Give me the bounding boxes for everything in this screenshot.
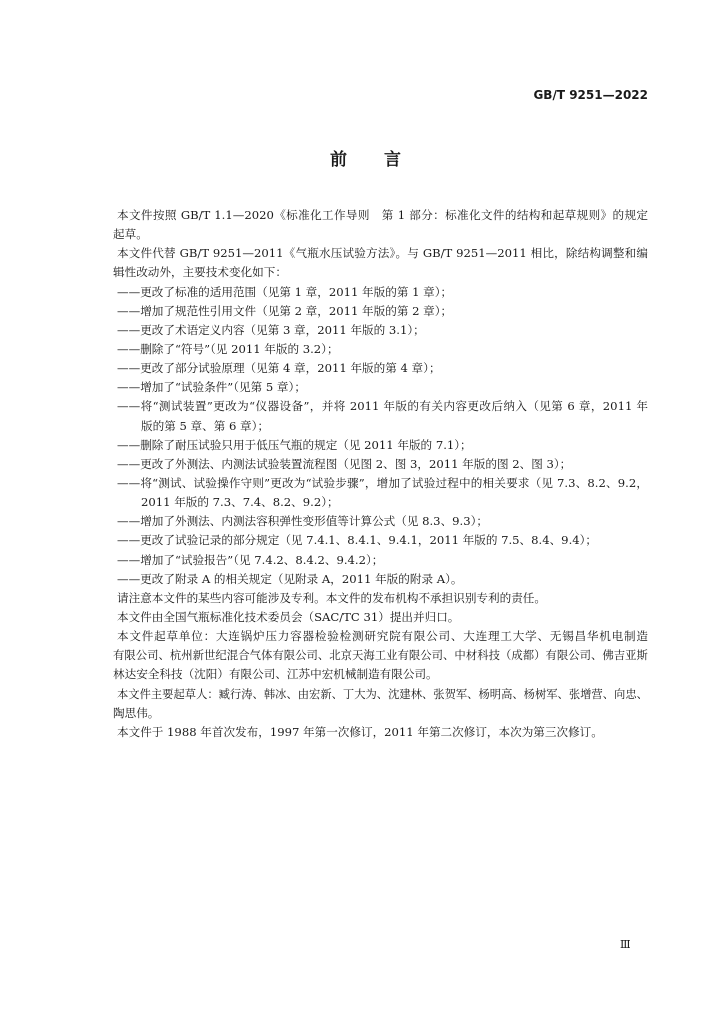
paragraph-line: 林达安全科技（沈阳）有限公司、江苏中宏机械制造有限公司。 — [113, 667, 438, 682]
paragraph-line: 有限公司、杭州新世纪混合气体有限公司、北京天海工业有限公司、中材科技（成都）有限公司、佛吉亚斯 — [113, 648, 648, 663]
page-number: Ⅲ — [620, 938, 631, 951]
change-item-line: ——增加了规范性引用文件（见第 2 章，2011 年版的第 2 章）； — [117, 303, 453, 318]
paragraph-line: 本文件主要起草人：臧行涛、韩冰、由宏新、丁大为、沈建林、张贺军、杨明高、杨树军、张增营、向忠、 — [117, 686, 648, 701]
change-item-line: ——增加了“试验报告”（见 7.4.2、8.4.2、9.4.2）； — [117, 552, 384, 567]
change-item-line: ——更改了附录 A 的相关规定（见附录 A，2011 年版的附录 A）。 — [117, 571, 463, 586]
change-item — [0, 359, 724, 378]
change-item — [0, 570, 724, 589]
drafting-organizations-paragraph — [0, 627, 724, 684]
section-title: 前 言 — [330, 150, 402, 170]
standard-number: GB/T 9251—2022 — [533, 88, 648, 102]
change-item-line: 版的第 5 章、第 6 章）； — [141, 418, 270, 433]
change-item — [0, 436, 724, 455]
change-item — [0, 340, 724, 359]
change-item-line: ——更改了标准的适用范围（见第 1 章，2011 年版的第 1 章）； — [117, 284, 453, 299]
change-item — [0, 512, 724, 531]
paragraph-line: 本文件于 1988 年首次发布，1997 年第一次修订，2011 年第二次修订，本次为第三次修订。 — [117, 724, 603, 739]
change-item-line: ——增加了外测法、内测法容积弹性变形值等计算公式（见 8.3、9.3）； — [117, 514, 488, 529]
change-item-line: ——更改了部分试验原理（见第 4 章，2011 年版的第 4 章）； — [117, 361, 441, 376]
change-item — [0, 302, 724, 321]
change-item-line: ——删除了“符号”（见 2011 年版的 3.2）； — [117, 341, 339, 356]
change-item-line: 2011 年版的 7.3、7.4、8.2、9.2）； — [141, 495, 339, 510]
paragraph-line: 本文件代替 GB/T 9251—2011《气瓶水压试验方法》。与 GB/T 9251—2011 相比，除结构调整和编 — [117, 246, 648, 261]
paragraph-line: 陶思伟。 — [113, 705, 160, 720]
change-item — [0, 474, 724, 512]
paragraph-line: 起草。 — [113, 227, 148, 242]
change-item — [0, 455, 724, 474]
paragraph-line: 请注意本文件的某些内容可能涉及专利。本文件的发布机构不承担识别专利的责任。 — [117, 590, 546, 605]
change-item — [0, 321, 724, 340]
paragraph-line: 本文件由全国气瓶标准化技术委员会（SAC/TC 31）提出并归口。 — [117, 609, 460, 624]
change-item — [0, 551, 724, 570]
change-item-line: ——增加了“试验条件”（见第 5 章）； — [117, 380, 306, 395]
change-item — [0, 397, 724, 435]
change-item-line: ——将“测试装置”更改为“仪器设备”，并将 2011 年版的有关内容更改后纳入（见第 6 章，2011 年 — [117, 399, 648, 414]
change-item — [0, 378, 724, 397]
paragraph-line: 辑性改动外，主要技术变化如下： — [113, 265, 287, 280]
paragraph-line: 本文件起草单位：大连锅炉压力容器检验检测研究院有限公司、大连理工大学、无锡昌华机电制造 — [117, 629, 648, 644]
change-item-line: ——删除了耐压试验只用于低压气瓶的规定（见 2011 年版的 7.1）； — [117, 437, 472, 452]
intro-paragraph — [0, 244, 724, 282]
change-item-line: ——更改了术语定义内容（见第 3 章，2011 年版的 3.1）； — [117, 322, 425, 337]
paragraph-line: 本文件按照 GB/T 1.1—2020《标准化工作导则 第 1 部分：标准化文件的结构和起草规则》的规定 — [117, 208, 648, 222]
drafters-paragraph — [0, 685, 724, 723]
change-item-line: ——更改了试验记录的部分规定（见 7.4.1、8.4.1、9.4.1，2011 年版的 7.5、8.4、9.4）； — [117, 533, 598, 548]
change-item — [0, 283, 724, 302]
change-item-line: ——将“测试、试验操作守则”更改为“试验步骤”，增加了试验过程中的相关要求（见 7.3、8.2、9.2， — [117, 475, 648, 490]
proposer-paragraph — [0, 608, 724, 627]
change-item — [0, 531, 724, 550]
foreword-body — [0, 206, 724, 742]
change-item-line: ——更改了外测法、内测法试验装置流程图（见图 2、图 3，2011 年版的图 2、图 3）； — [117, 456, 572, 471]
intro-paragraph — [0, 206, 724, 244]
patent-notice-paragraph — [0, 589, 724, 608]
publication-history-paragraph — [0, 723, 724, 742]
